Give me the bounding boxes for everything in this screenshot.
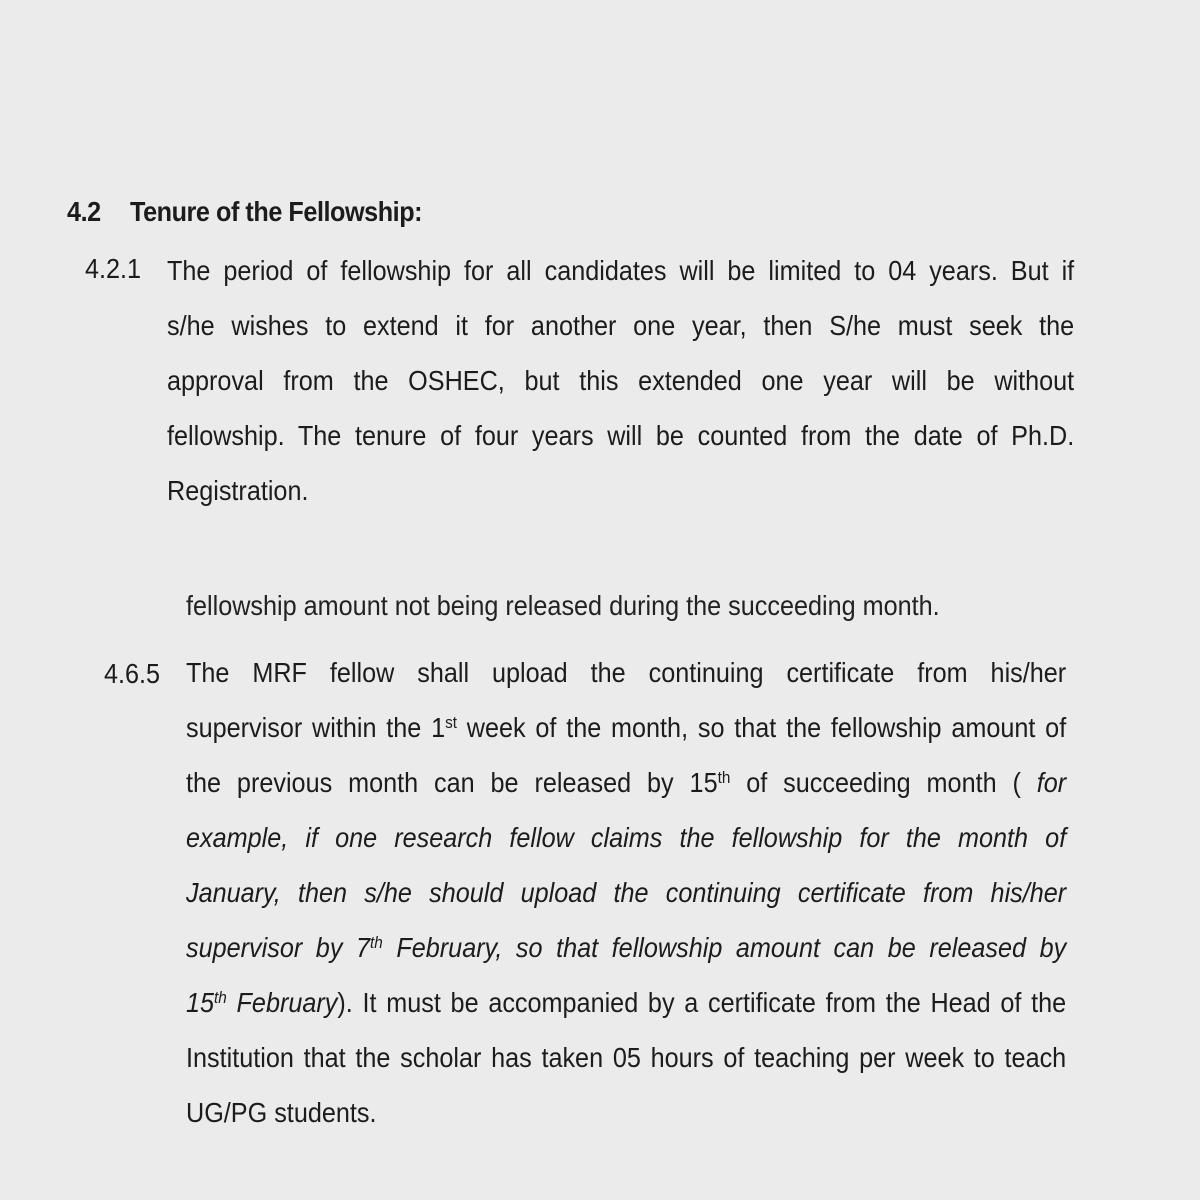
clause-line: The period of fellowship for all candidates will be limited to 04 years. But if [167, 255, 1075, 286]
section-heading-4-2 [67, 196, 422, 228]
clause-number-4-6-5: 4.6.5 [104, 658, 161, 689]
clause-line: s/he wishes to extend it for another one year, then S/he must seek the [167, 310, 1075, 341]
clause-line: Institution that the scholar has taken 05 hours of teaching per week to teach [186, 1042, 1067, 1073]
clause-number-4-2-1: 4.2.1 [85, 253, 142, 284]
cutoff-text-line [186, 590, 956, 628]
section-number: 4.2 [67, 196, 101, 227]
clause-line: January, then s/he should upload the continuing certificate from his/her [186, 877, 1067, 908]
clause-4-2-1-text [167, 243, 1074, 518]
clause-line: approval from the OSHEC, but this extended one year will be without [167, 365, 1075, 396]
clause-line: supervisor within the 1st week of the month, so that the fellowship amount of [186, 712, 1067, 743]
clause-line: The MRF fellow shall upload the continuing certificate from his/her [186, 657, 1067, 688]
clause-line: example, if one research fellow claims the fellowship for the month of [186, 822, 1067, 853]
clause-line: supervisor by 7th February, so that fellowship amount can be released by [186, 932, 1067, 963]
clause-line: the previous month can be released by 15th of succeeding month ( for [186, 767, 1067, 798]
clause-line: Registration. [167, 475, 309, 506]
clause-line: UG/PG students. [186, 1097, 377, 1128]
clause-4-6-5-text [186, 645, 1066, 1140]
clause-line: 15th February). It must be accompanied by a certificate from the Head of the [186, 987, 1067, 1018]
clause-line: fellowship. The tenure of four years will be counted from the date of Ph.D. [167, 420, 1075, 451]
cutoff-text: fellowship amount not being released during the succeeding month. [186, 590, 940, 621]
section-title: Tenure of the Fellowship: [130, 196, 423, 227]
